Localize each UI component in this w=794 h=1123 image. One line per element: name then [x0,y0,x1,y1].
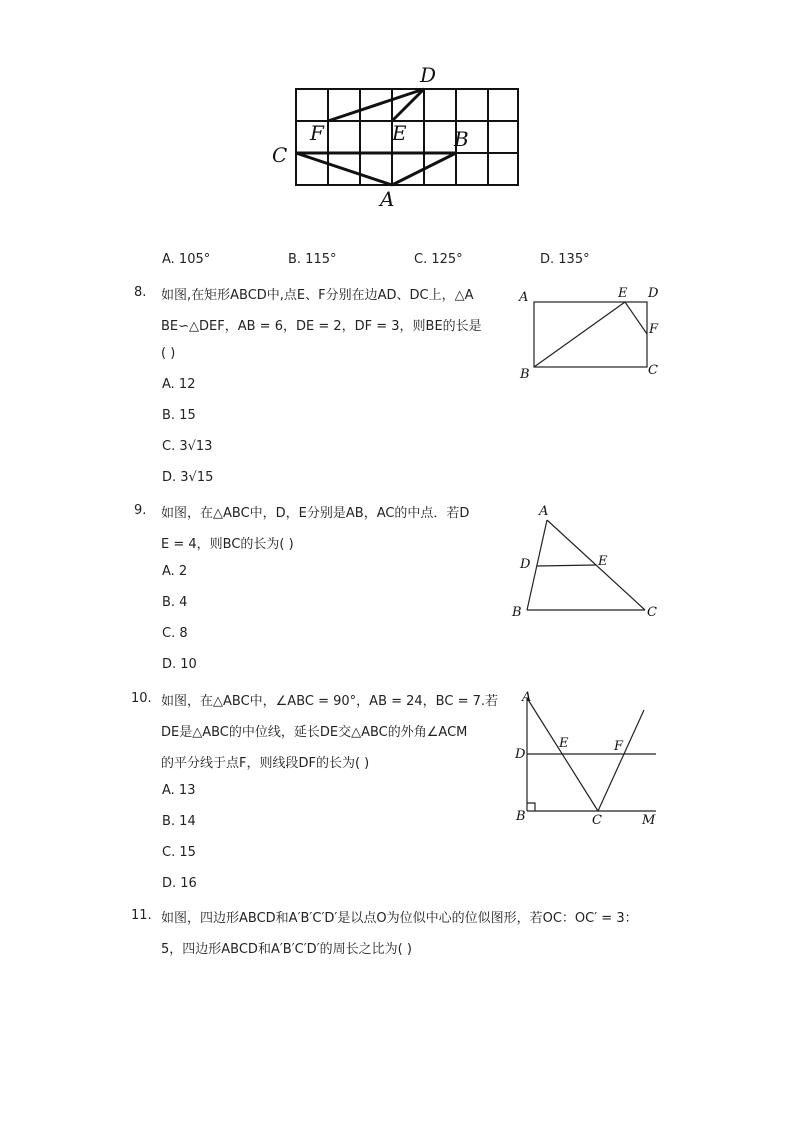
q7-grid-figure [268,60,528,210]
q8-label-E: E [618,286,628,301]
q10-number: 10. [131,691,152,706]
q9-option-d: D. 10 [162,657,197,672]
q8-label-F: F [649,322,659,337]
q9-stem-line-1: 如图，在△ABC中，D，E分别是AB，AC的中点．若D [161,506,470,521]
q8-label-B: B [520,367,530,382]
q7-label-B: B [454,127,469,151]
q10-label-M: M [642,813,656,828]
q10-option-d: D. 16 [162,876,197,891]
q8-option-d: D. 3√15 [162,470,214,485]
q10-triangle-figure [508,688,663,828]
q11-stem-line-2: 5，四边形ABCD和A′B′C′D′的周长之比为( ) [161,942,412,957]
q8-option-b: B. 15 [162,408,196,423]
q8-label-A: A [519,290,529,305]
q7-option-c: C. 125° [414,252,463,267]
q7-label-F: F [310,121,324,145]
q9-label-E: E [598,554,608,569]
q7-option-b: B. 115° [288,252,337,267]
q9-label-A: A [539,504,549,519]
q10-stem-line-3: 的平分线于点F，则线段DF的长为( ) [161,756,370,771]
q8-stem-line-1: 如图,在矩形ABCD中,点E、F分别在边AD、DC上，△A [161,288,474,303]
q10-label-F: F [614,739,624,754]
q9-label-B: B [512,605,522,620]
q8-option-a: A. 12 [162,377,196,392]
q10-stem-line-2: DE是△ABC的中位线，延长DE交△ABC的外角∠ACM [161,725,468,740]
q8-label-C: C [648,363,658,378]
q9-label-C: C [647,605,657,620]
q7-option-a: A. 105° [162,252,211,267]
q10-option-a: A. 13 [162,783,196,798]
q9-number: 9. [134,503,147,518]
q8-label-D: D [648,286,659,301]
q9-stem-line-2: E = 4，则BC的长为( ) [161,537,294,552]
q10-option-c: C. 15 [162,845,196,860]
q8-rectangle-figure [514,282,664,382]
q7-label-E: E [392,121,407,145]
q9-option-b: B. 4 [162,595,188,610]
q8-number: 8. [134,285,147,300]
q8-option-c: C. 3√13 [162,439,213,454]
q10-option-b: B. 14 [162,814,196,829]
q8-stem-line-3: ( ) [161,346,176,361]
q7-label-A: A [380,187,395,210]
q7-label-D: D [420,63,437,87]
q11-number: 11. [131,908,152,923]
q9-option-c: C. 8 [162,626,188,641]
q7-option-d: D. 135° [540,252,590,267]
q9-option-a: A. 2 [162,564,188,579]
q7-label-C: C [272,143,288,167]
q10-label-D-visible: D [515,747,526,762]
q10-label-B: B [516,809,526,824]
q10-label-C: C [592,813,602,828]
q11-stem-line-1: 如图，四边形ABCD和A′B′C′D′是以点O为位似中心的位似图形，若OC：OC′ = 3： [161,911,638,926]
q10-label-A: A [522,690,532,705]
q8-stem-line-2: BE∽△DEF，AB = 6，DE = 2，DF = 3，则BE的长是 [161,319,482,334]
q9-label-D: D [520,557,531,572]
q9-triangle-figure [508,500,663,625]
q10-stem-line-1: 如图，在△ABC中，∠ABC = 90°，AB = 24，BC = 7.若 [161,694,499,709]
q10-label-E: E [559,736,569,751]
